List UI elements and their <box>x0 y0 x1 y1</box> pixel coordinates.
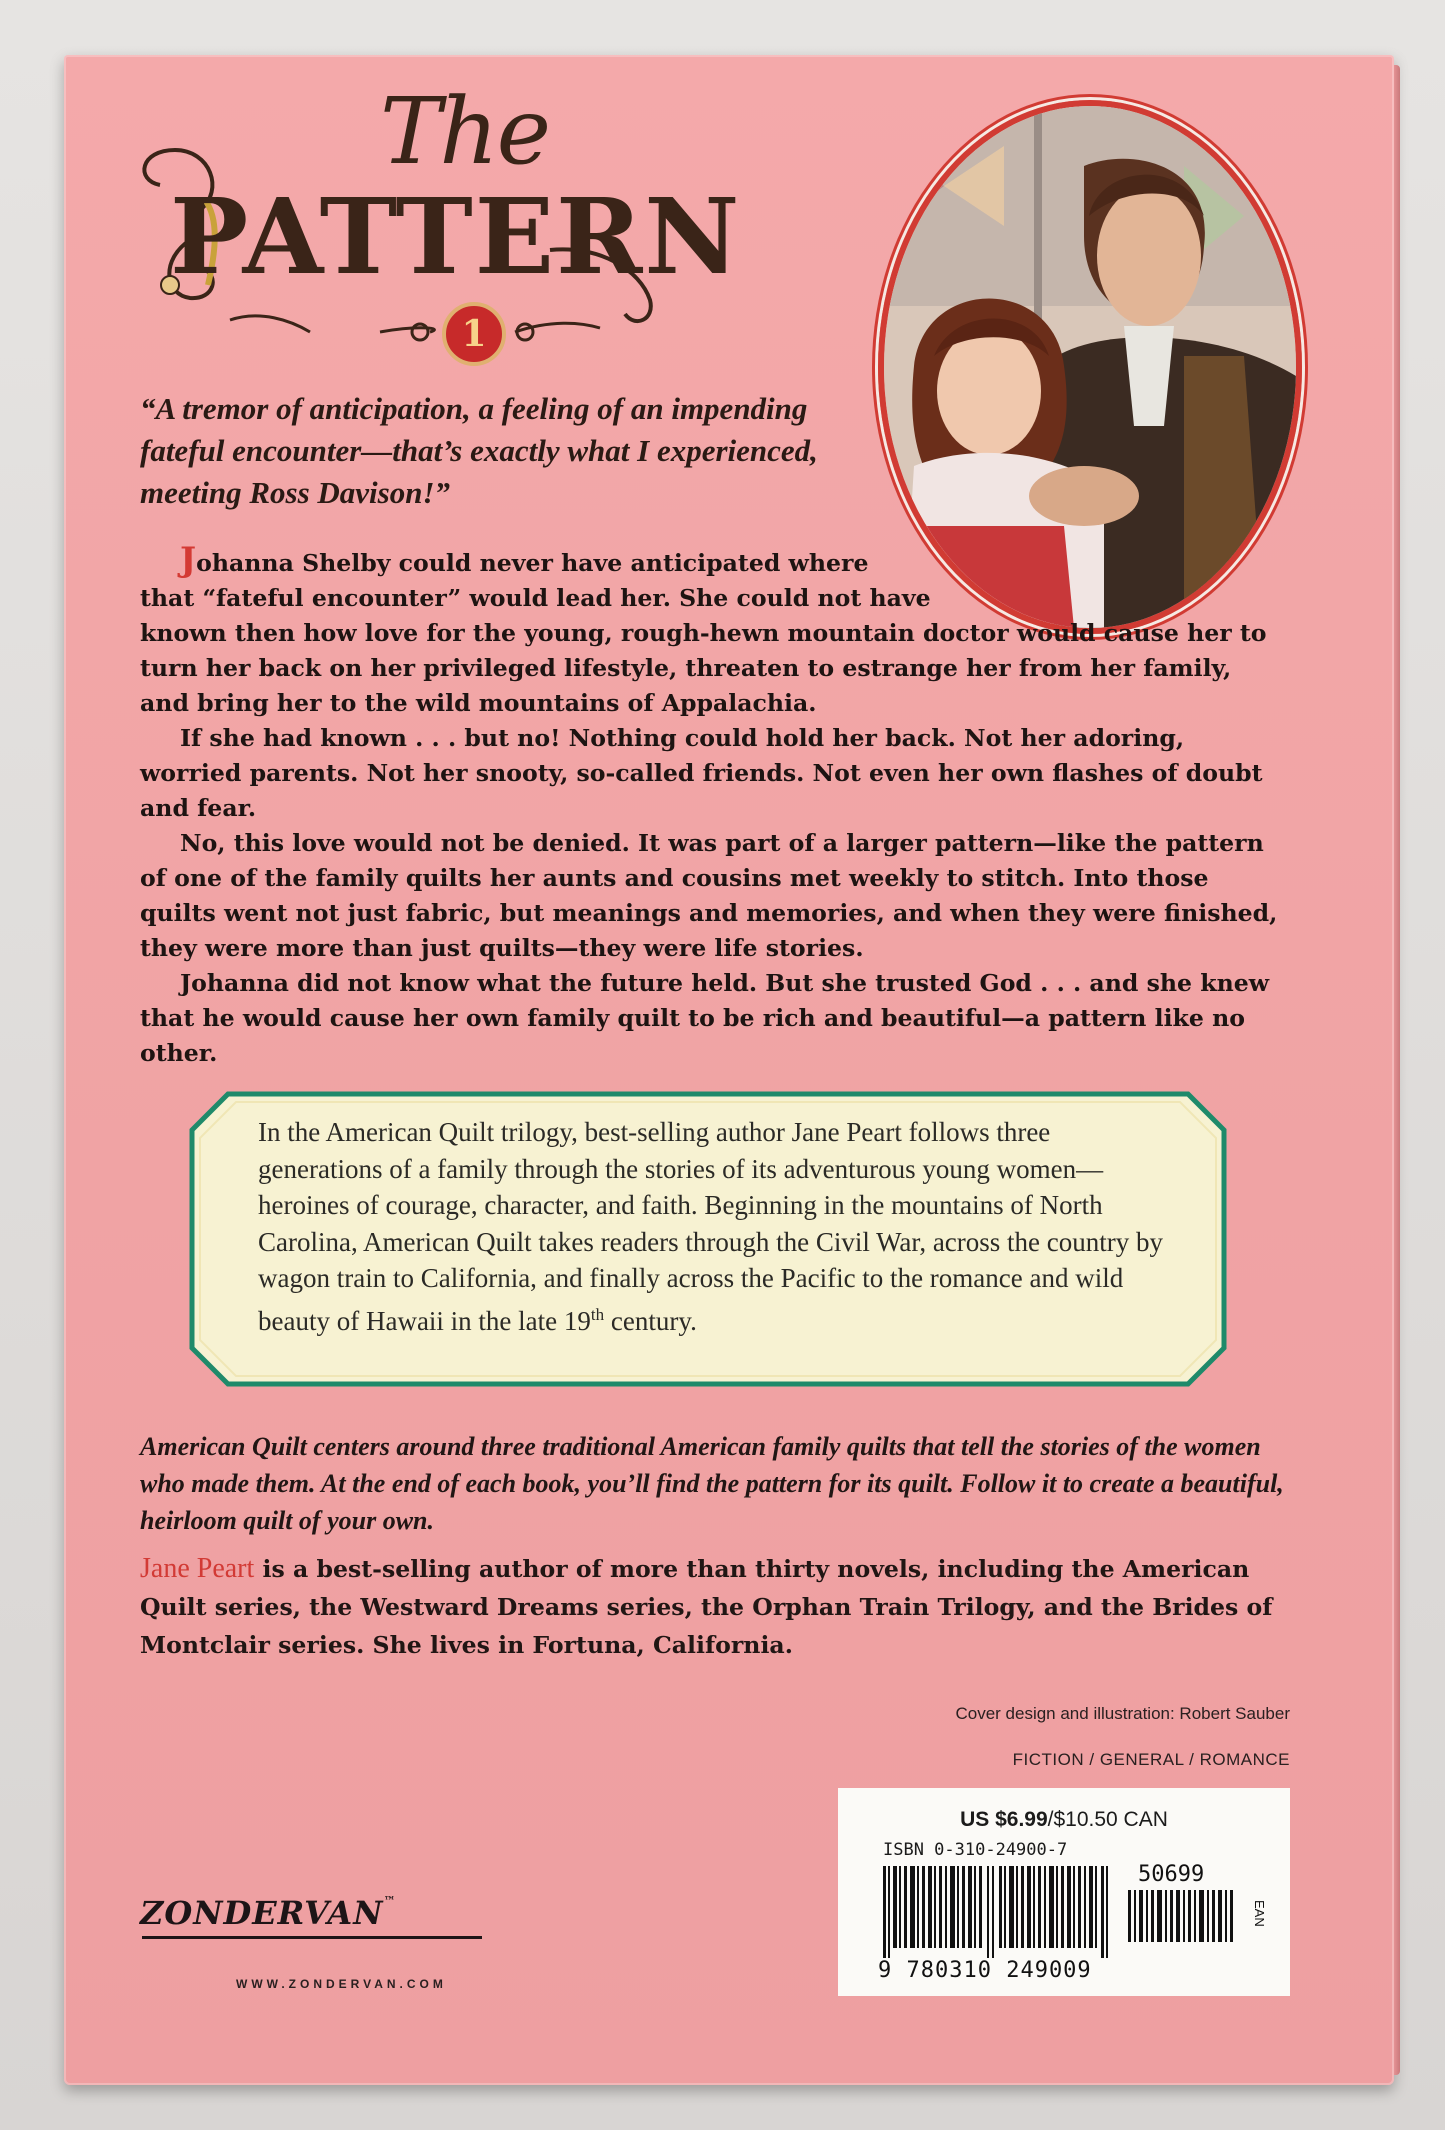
ean-label: EAN <box>1252 1900 1267 1927</box>
series-box-text-main: In the American Quilt trilogy, best-selling author Jane Peart follows three generations of a family through the stories of its adventurous young women—heroines of courage, character, and faith. Beginning in the mountains of North Carolina, American Quilt takes readers through the Civil War, across the country by wagon train to California, and finally across the Pacific to the romance and wild beauty of Hawaii in the late 19 <box>258 1117 1164 1336</box>
pull-quote: “A tremor of anticipation, a feeling of an impending fateful encounter—that’s exactly what I experienced, meeting Ross Davison!” <box>140 391 818 510</box>
author-bio <box>140 1550 1290 1664</box>
series-box-text <box>258 1114 1178 1339</box>
series-box-sup: th <box>590 1304 605 1324</box>
series-box-text-end: century. <box>604 1305 697 1336</box>
publisher-website: WWW.ZONDERVAN.COM <box>236 1977 447 1991</box>
price-line <box>838 1808 1290 1832</box>
author-bio-text: is a best-selling author of more than thirty novels, including the American Quilt series, the Westward Dreams series, the Orphan Train Trilogy, and the Brides of Montclair series. She lives in Fortuna, California. <box>140 1555 1273 1659</box>
publisher-trademark: ™ <box>383 1894 397 1908</box>
author-name: Jane Peart <box>140 1553 255 1584</box>
synopsis-paragraph-1-text: ohanna Shelby could never have anticipated where that “fateful encounter” would lead her. She could not have known then how love for the young, rough-hewn mountain doctor would cause her to turn her back on her privileged lifestyle, threaten to estrange her from her family, and bring her to the wild mountains of Appalachia. <box>140 549 1267 717</box>
synopsis-body <box>140 540 1280 1071</box>
publisher-name: ZONDERVAN <box>140 1894 384 1932</box>
price-us: US $6.99 <box>960 1808 1048 1831</box>
title-the: The <box>380 78 550 185</box>
addon-barcode <box>1128 1890 1243 1942</box>
category-label: FICTION / GENERAL / ROMANCE <box>1012 1750 1290 1769</box>
synopsis-paragraph-3: No, this love would not be denied. It was part of a larger pattern—like the pattern of one of the family quilts her aunts and cousins met weekly to stitch. Into those quilts went not just fabric, but meanings and memories, and when they were finished, they were more than just quilts—they were life stories. <box>140 829 1278 962</box>
book-number-badge: 1 <box>442 302 506 366</box>
publisher-underline <box>142 1936 482 1939</box>
title-block <box>130 70 790 370</box>
series-promo-text: American Quilt centers around three traditional American family quilts that tell the stories of the women who made them. At the end of each book, you’ll find the pattern for its quilt. Follow it to create a beautiful, heirloom quilt of your own. <box>140 1432 1284 1535</box>
price-can: /$10.50 CAN <box>1047 1808 1168 1831</box>
book-spine-edge <box>1394 65 1400 2075</box>
title-pattern: PATTERN <box>170 175 742 298</box>
synopsis-paragraph-4: Johanna did not know what the future held. But she trusted God . . . and she knew that he would cause her own family quilt to be rich and beautiful—a pattern like no other. <box>140 969 1270 1067</box>
main-barcode <box>883 1866 1123 1958</box>
dropcap-letter: J <box>180 540 197 580</box>
isbn-text: ISBN 0-310-24900-7 <box>883 1840 1068 1860</box>
barcode-digits: 9 780310 249009 <box>878 1958 1092 1983</box>
synopsis-paragraph-2: If she had known . . . but no! Nothing could hold her back. Not her adoring, worried parents. Not her snooty, so-called friends. Not even her own flashes of doubt and fear. <box>140 724 1263 822</box>
cover-credit: Cover design and illustration: Robert Sauber <box>955 1704 1290 1723</box>
barcode-label <box>838 1788 1290 1996</box>
series-info-box <box>188 1090 1228 1388</box>
addon-digits: 50699 <box>1138 1862 1205 1887</box>
publisher-logo <box>140 1894 397 1932</box>
